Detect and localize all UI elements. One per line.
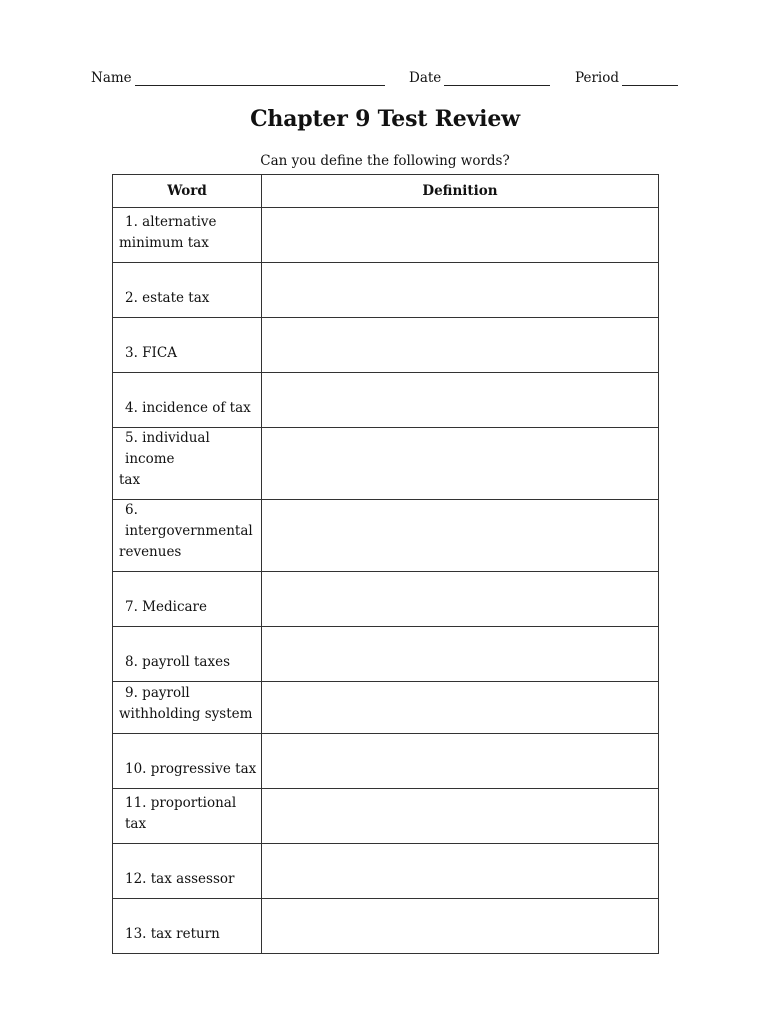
word-line: revenues	[119, 544, 182, 560]
name-field	[91, 70, 385, 86]
word-line: 2. estate tax	[125, 290, 210, 306]
period-field	[575, 70, 678, 86]
word-cell	[113, 682, 262, 734]
table-row	[113, 318, 659, 373]
definition-cell[interactable]	[262, 627, 659, 682]
name-label: Name	[91, 70, 132, 86]
word-cell	[113, 734, 262, 789]
word-line: 6. intergovernmental	[125, 502, 253, 539]
header-fields	[0, 70, 770, 90]
word-line: 11. proportional tax	[125, 795, 237, 832]
word-line: 8. payroll taxes	[125, 654, 231, 670]
definition-cell[interactable]	[262, 263, 659, 318]
definition-cell[interactable]	[262, 789, 659, 844]
definition-cell[interactable]	[262, 318, 659, 373]
definition-cell[interactable]	[262, 734, 659, 789]
period-label: Period	[575, 70, 620, 86]
definition-cell[interactable]	[262, 844, 659, 899]
vocabulary-table	[112, 174, 659, 954]
table-row	[113, 844, 659, 899]
word-cell	[113, 263, 262, 318]
page-title: Chapter 9 Test Review	[250, 106, 520, 132]
table-row	[113, 263, 659, 318]
word-cell	[113, 318, 262, 373]
definition-cell[interactable]	[262, 572, 659, 627]
word-column-header: Word	[113, 175, 262, 208]
page-subtitle: Can you define the following words?	[260, 153, 510, 169]
word-line: 4. incidence of tax	[125, 400, 251, 416]
word-cell	[113, 428, 262, 500]
table-row	[113, 572, 659, 627]
date-field	[409, 70, 550, 86]
word-line: 5. individual income	[125, 430, 210, 467]
word-cell	[113, 899, 262, 954]
table-row	[113, 899, 659, 954]
word-line: minimum tax	[119, 235, 209, 251]
table-row	[113, 500, 659, 572]
word-line: 13. tax return	[125, 926, 220, 942]
name-blank[interactable]	[135, 71, 385, 86]
word-cell	[113, 572, 262, 627]
table-row	[113, 627, 659, 682]
definition-cell[interactable]	[262, 373, 659, 428]
table-row	[113, 428, 659, 500]
table-row	[113, 789, 659, 844]
word-line: tax	[119, 472, 141, 488]
table-row	[113, 208, 659, 263]
word-cell	[113, 627, 262, 682]
word-line: 1. alternative	[125, 214, 217, 230]
word-cell	[113, 789, 262, 844]
definition-cell[interactable]	[262, 682, 659, 734]
word-line: withholding system	[119, 706, 253, 722]
word-line: 9. payroll	[125, 685, 190, 701]
word-line: 3. FICA	[125, 345, 177, 361]
period-blank[interactable]	[622, 71, 678, 86]
date-blank[interactable]	[444, 71, 550, 86]
word-cell	[113, 208, 262, 263]
word-line: 10. progressive tax	[125, 761, 257, 777]
word-cell	[113, 373, 262, 428]
word-line: 12. tax assessor	[125, 871, 235, 887]
table-header-row	[113, 175, 659, 208]
table-row	[113, 373, 659, 428]
definition-cell[interactable]	[262, 899, 659, 954]
table-row	[113, 682, 659, 734]
word-cell	[113, 500, 262, 572]
definition-cell[interactable]	[262, 208, 659, 263]
word-cell	[113, 844, 262, 899]
definition-cell[interactable]	[262, 428, 659, 500]
definition-cell[interactable]	[262, 500, 659, 572]
table-row	[113, 734, 659, 789]
date-label: Date	[409, 70, 442, 86]
definition-column-header: Definition	[262, 175, 659, 208]
word-line: 7. Medicare	[125, 599, 207, 615]
